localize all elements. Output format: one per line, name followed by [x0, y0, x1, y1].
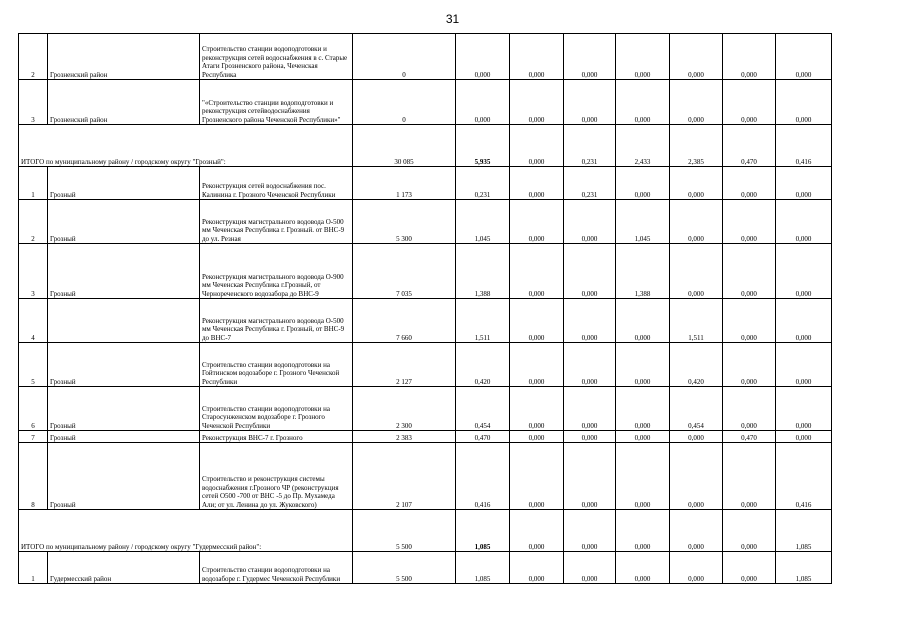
cost-value: 2 127	[353, 343, 456, 387]
share-value: 0,231	[564, 167, 616, 200]
share-value: 0,000	[616, 387, 670, 431]
share-value: 0,000	[510, 34, 564, 80]
share-value: 0,000	[510, 343, 564, 387]
share-value: 0,231	[456, 167, 510, 200]
share-value: 0,000	[510, 244, 564, 299]
table-row	[19, 244, 886, 299]
share-value: 0,000	[776, 387, 832, 431]
project-name: Реконструкция магистрального водовода О-500 мм Чеченская Республика г. Грозный, от ВНС-9 до ВНС-7	[200, 299, 353, 343]
share-value: 0,000	[616, 80, 670, 125]
share-value: 0,470	[456, 431, 510, 443]
share-value: 0,000	[723, 34, 776, 80]
table-row	[19, 299, 886, 343]
share-value: 1,085	[776, 510, 832, 552]
project-name: Строительство станции водоподготовки и реконструкция сетей водоснабжения в с. Старые Атаги Грозненского района, Чеченская Республика	[200, 34, 353, 80]
share-value: 2,433	[616, 125, 670, 167]
row-number: 3	[19, 244, 48, 299]
share-value: 0,000	[670, 200, 723, 244]
share-value: 0,000	[510, 387, 564, 431]
share-value: 0,000	[616, 510, 670, 552]
total-row	[19, 510, 886, 552]
table-row	[19, 167, 886, 200]
share-value: 1,045	[456, 200, 510, 244]
district-name: Грозный	[48, 443, 200, 510]
share-value: 0,416	[776, 443, 832, 510]
share-value: 0,231	[564, 125, 616, 167]
share-value: 0,000	[510, 125, 564, 167]
share-value: 1,085	[776, 552, 832, 584]
page-number: 31	[445, 12, 460, 26]
district-name: Гудермесский район	[48, 552, 200, 584]
share-value: 2,385	[670, 125, 723, 167]
row-number: 4	[19, 299, 48, 343]
share-value: 0,000	[723, 552, 776, 584]
table-row	[19, 387, 886, 431]
table-body	[19, 34, 886, 584]
cost-value: 2 107	[353, 443, 456, 510]
share-value: 1,388	[616, 244, 670, 299]
share-value: 0,000	[670, 431, 723, 443]
share-value: 0,000	[776, 299, 832, 343]
row-number: 2	[19, 200, 48, 244]
share-value: 0,000	[510, 552, 564, 584]
share-value: 0,000	[456, 34, 510, 80]
share-value: 0,000	[510, 200, 564, 244]
share-value: 0,000	[776, 80, 832, 125]
share-value: 0,000	[456, 80, 510, 125]
total-label: ИТОГО по муниципальному району / городскому округу "Гудермесский район":	[19, 510, 353, 552]
district-name: Грозненский район	[48, 80, 200, 125]
share-value: 1,511	[670, 299, 723, 343]
table-row	[19, 200, 886, 244]
share-value: 0,000	[616, 34, 670, 80]
project-name: Реконструкция магистрального водовода О-900 мм Чеченская Республика г.Грозный, от Чернореченского водозабора до ВНС-9	[200, 244, 353, 299]
table-row	[19, 552, 886, 584]
share-value: 0,000	[564, 299, 616, 343]
row-number: 3	[19, 80, 48, 125]
district-name: Грозный	[48, 387, 200, 431]
project-name: Реконструкция сетей водоснабжения пос. Калинина г. Грозного Чеченской Республики	[200, 167, 353, 200]
cost-value: 7 035	[353, 244, 456, 299]
district-name: Грозный	[48, 200, 200, 244]
share-value: 0,000	[670, 552, 723, 584]
table-row	[19, 343, 886, 387]
share-value: 0,000	[616, 343, 670, 387]
share-value: 0,000	[616, 167, 670, 200]
district-name: Грозный	[48, 343, 200, 387]
share-value: 0,000	[564, 244, 616, 299]
share-value: 0,000	[776, 200, 832, 244]
share-value: 0,420	[670, 343, 723, 387]
share-value: 0,000	[776, 167, 832, 200]
share-value: 0,416	[776, 125, 832, 167]
share-value: 0,000	[616, 552, 670, 584]
cost-value: 5 500	[353, 510, 456, 552]
share-value: 0,000	[723, 299, 776, 343]
share-value: 0,000	[670, 167, 723, 200]
total-row	[19, 125, 886, 167]
share-value: 0,000	[616, 443, 670, 510]
share-value: 5,935	[456, 125, 510, 167]
row-number: 5	[19, 343, 48, 387]
cost-value: 30 085	[353, 125, 456, 167]
share-value: 0,000	[776, 431, 832, 443]
share-value: 0,000	[510, 431, 564, 443]
share-value: 0,420	[456, 343, 510, 387]
share-value: 0,000	[564, 200, 616, 244]
cost-value: 2 383	[353, 431, 456, 443]
share-value: 0,000	[564, 34, 616, 80]
share-value: 0,000	[564, 510, 616, 552]
row-number: 1	[19, 552, 48, 584]
share-value: 0,000	[670, 510, 723, 552]
district-name: Грозненский район	[48, 34, 200, 80]
share-value: 1,388	[456, 244, 510, 299]
project-name: Реконструкция магистрального водовода О-500 мм Чеченская Республика г. Грозный. от ВНС-9 до ул. Резная	[200, 200, 353, 244]
share-value: 0,000	[670, 34, 723, 80]
share-value: 0,000	[564, 431, 616, 443]
table-row	[19, 34, 886, 80]
total-label: ИТОГО по муниципальному району / городскому округу "Грозный":	[19, 125, 353, 167]
cost-value: 2 300	[353, 387, 456, 431]
table-row	[19, 431, 886, 443]
share-value: 1,045	[616, 200, 670, 244]
district-name	[48, 299, 200, 343]
share-value: 0,470	[723, 125, 776, 167]
share-value: 0,000	[723, 443, 776, 510]
cost-value: 7 660	[353, 299, 456, 343]
project-name: Строительство станции водоподготовки на Старосунженском водозаборе г. Грозного Чеченской Республики	[200, 387, 353, 431]
district-name: Грозный	[48, 431, 200, 443]
cost-value: 5 500	[353, 552, 456, 584]
share-value: 1,511	[456, 299, 510, 343]
project-name: Строительство станции водоподготовки на Гойтинском водозаборе г. Грозного Чеченской Республики	[200, 343, 353, 387]
share-value: 0,000	[616, 431, 670, 443]
share-value: 0,000	[723, 244, 776, 299]
row-number: 8	[19, 443, 48, 510]
cost-value: 5 300	[353, 200, 456, 244]
project-name: "«Строительство станции водоподготовки и реконструкция сетейводоснабжения Грозненского района Чеченской Республики»"	[200, 80, 353, 125]
share-value: 0,000	[670, 244, 723, 299]
investment-table	[18, 33, 886, 584]
cost-value: 1 173	[353, 167, 456, 200]
share-value: 0,000	[564, 343, 616, 387]
share-value: 0,000	[723, 387, 776, 431]
share-value: 0,000	[723, 80, 776, 125]
share-value: 0,000	[723, 510, 776, 552]
share-value: 0,000	[670, 443, 723, 510]
row-number: 6	[19, 387, 48, 431]
share-value: 0,000	[564, 387, 616, 431]
share-value: 0,470	[723, 431, 776, 443]
project-name: Строительство станции водоподготовки на водозаборе г. Гудермес Чеченской Республики	[200, 552, 353, 584]
project-name: Строительство и реконструкция системы водоснабжения г.Грозного ЧР (реконструкция сетей О500 -700 от ВНС -5 до Пр. Мухамеда Али; от ул. Ленина до ул. Жуковского)	[200, 443, 353, 510]
share-value: 0,454	[456, 387, 510, 431]
share-value: 0,000	[564, 80, 616, 125]
share-value: 0,000	[776, 244, 832, 299]
share-value: 0,000	[510, 443, 564, 510]
table-row	[19, 443, 886, 510]
row-number: 1	[19, 167, 48, 200]
cost-value: 0	[353, 34, 456, 80]
cost-value: 0	[353, 80, 456, 125]
share-value: 0,000	[723, 200, 776, 244]
district-name: Грозный	[48, 167, 200, 200]
share-value: 1,085	[456, 510, 510, 552]
share-value: 1,085	[456, 552, 510, 584]
share-value: 0,000	[510, 510, 564, 552]
share-value: 0,000	[776, 343, 832, 387]
share-value: 0,000	[510, 80, 564, 125]
row-number: 7	[19, 431, 48, 443]
share-value: 0,000	[616, 299, 670, 343]
share-value: 0,416	[456, 443, 510, 510]
share-value: 0,000	[670, 80, 723, 125]
share-value: 0,000	[564, 443, 616, 510]
share-value: 0,000	[776, 34, 832, 80]
district-name: Грозный	[48, 244, 200, 299]
row-number: 2	[19, 34, 48, 80]
table-row	[19, 80, 886, 125]
share-value: 0,000	[510, 299, 564, 343]
share-value: 0,000	[564, 552, 616, 584]
share-value: 0,000	[723, 343, 776, 387]
share-value: 0,454	[670, 387, 723, 431]
project-name: Реконструкция ВНС-7 г. Грозного	[200, 431, 353, 443]
share-value: 0,000	[510, 167, 564, 200]
share-value: 0,000	[723, 167, 776, 200]
